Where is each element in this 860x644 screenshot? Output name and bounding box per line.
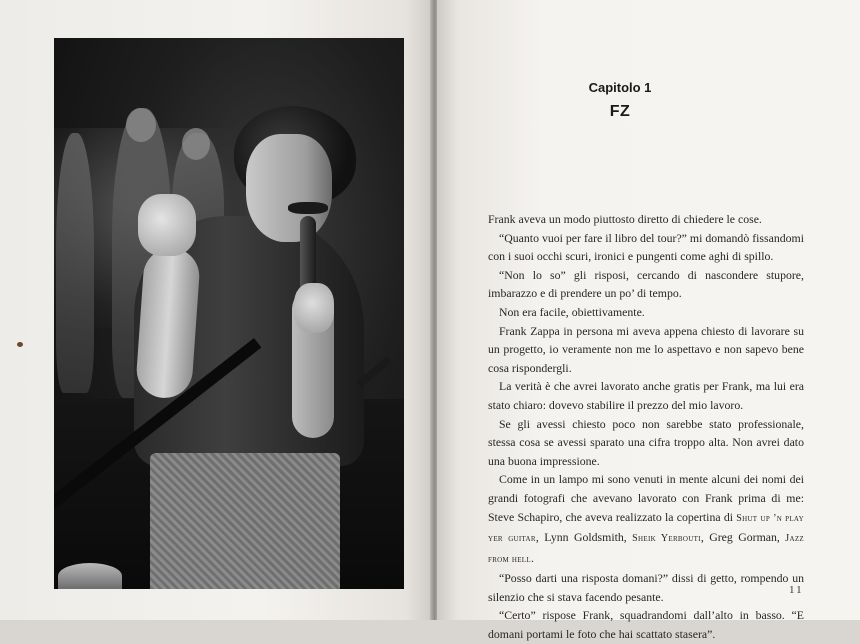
paragraph: [488, 606, 804, 643]
paragraph-text: Se gli avessi chiesto poco non sarebbe stato professionale, stessa cosa se avessi sparato una cifra troppo alta. Non avrei dato una buona impressione.: [488, 416, 804, 468]
paragraph: [488, 415, 804, 471]
background-musician-head: [182, 128, 210, 160]
performer-gesturing-hand: [138, 194, 196, 256]
paragraph-text: “Posso darti una risposta domani?” dissi di getto, rompendo un silenzio che si stava facendo pesante.: [488, 571, 804, 604]
paragraph-text: “Certo” rispose Frank, squadrandomi dall’alto in basso. “E domani portami le foto che hai scattato stasera”.: [488, 608, 804, 642]
performer-pants: [150, 453, 340, 589]
paragraph-text: Frank aveva un modo piuttosto diretto di chiedere le cose.: [488, 212, 762, 226]
paragraph: [488, 569, 804, 606]
paragraph: [488, 266, 804, 303]
background-musician: [56, 133, 94, 393]
paragraph-text: Frank Zappa in persona mi aveva appena chiesto di lavorare su un progetto, io veramente non me lo aspettavo e non sapevo bene cosa rispondergli.: [488, 323, 804, 375]
paragraph-text: Come in un lampo mi sono venuti in mente alcuni dei nomi dei grandi fotografi che avevano lavorato con Frank prima di me: Steve Schapiro, che aveva realizzato la copertina di: [488, 472, 804, 524]
album-title: Shut up ’n play yer guitar: [488, 512, 804, 545]
paragraph-text: Non era facile, obiettivamente.: [499, 304, 645, 319]
album-title: Jazz from hell: [488, 533, 804, 565]
performer-mustache: [288, 202, 328, 214]
paragraph: [488, 210, 804, 229]
paragraph: [488, 303, 804, 322]
paragraph-text: La verità è che avrei lavorato anche gratis per Frank, ma lui era stato chiaro: dovevo stabilire il prezzo del mio lavoro.: [488, 379, 804, 412]
paragraph-text: “Non lo so” gli risposi, cercando di nascondere stupore, imbarazzo e di prendere un po’ di tempo.: [488, 267, 804, 301]
paragraph-text: “Quanto vuoi per fare il libro del tour?” mi domandò fissandomi con i suoi occhi scuri, ironici e pungenti come aghi di spillo.: [488, 230, 804, 264]
performer-mic-hand: [294, 283, 334, 333]
paragraph-text: .: [530, 550, 534, 565]
paragraph: [488, 470, 804, 569]
paper-smudge: [17, 342, 23, 347]
page-number: 11: [789, 584, 804, 596]
chapter-label: Capitolo 1: [588, 80, 652, 95]
background-musician-head: [126, 108, 156, 142]
performer-face: [246, 134, 332, 242]
paragraph-text: , Greg Gorman,: [700, 530, 786, 545]
cymbal: [58, 563, 122, 589]
paragraph: [488, 322, 804, 378]
concert-photograph: [54, 38, 404, 589]
paragraph: [488, 377, 804, 414]
album-title: Sheik Yerbouti: [632, 533, 701, 545]
microphone: [300, 216, 316, 292]
performer-raised-arm: [135, 246, 201, 400]
left-page: [0, 0, 432, 620]
chapter-title: FZ: [609, 103, 631, 120]
paragraph-text: , Lynn Goldsmith,: [535, 530, 633, 545]
paragraph: [488, 229, 804, 266]
chapter-body-text: [488, 210, 804, 644]
